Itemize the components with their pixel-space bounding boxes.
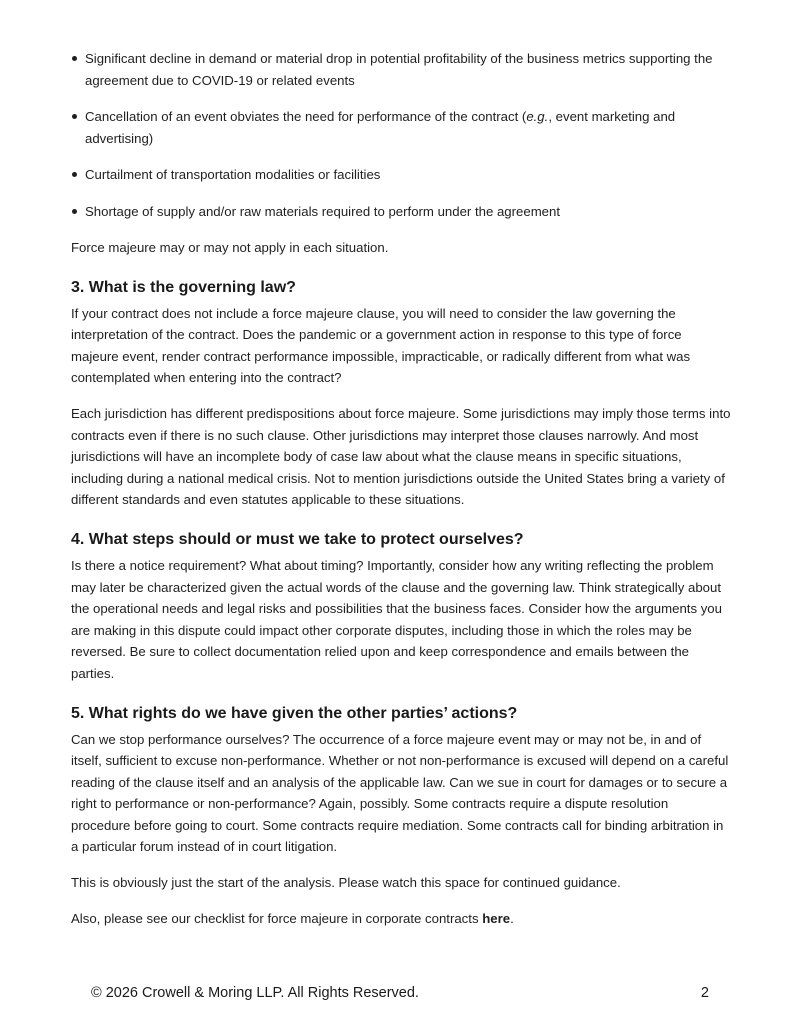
bullet-text: Significant decline in demand or material drop in potential profitability of the business metrics supporting the agreement due to COVID-19 or related events: [85, 51, 713, 88]
section-5-paragraph-1: Can we stop performance ourselves? The occurrence of a force majeure event may or may not be, in and of itself, sufficient to excuse non-performance. Whether or not non-performance is excused will depend on a careful reading of the clause itself and an analysis of the applicable law. Can we sue in court for damages or to secure a right to performance or non-performance? Again, possibly. Some contracts require a dispute resolution procedure before going to court. Some contracts require mediation. Some contracts call for binding arbitration in a particular forum instead of in court litigation.: [71, 731, 729, 855]
list-item: [85, 106, 731, 149]
bullet-text-pre: Cancellation of an event obviates the need for performance of the contract (: [85, 109, 527, 124]
checklist-here-link[interactable]: here: [482, 910, 511, 926]
document-page: [71, 48, 731, 943]
bullet-text: Curtailment of transportation modalities or facilities: [85, 167, 381, 182]
bullet-text-emphasis: e.g.: [526, 109, 549, 124]
paragraph-after-bullets: Force majeure may or may not apply in each situation.: [71, 240, 389, 255]
section-3-paragraph-2: Each jurisdiction has different predispositions about force majeure. Some jurisdictions may imply those terms into contracts even if there is no such clause. Other jurisdictions may interpret those clauses narrowly. And most jurisdictions will have an incomplete body of case law about what the clause means in specific situations, including during a national medical crisis. Not to mention jurisdictions outside the United States bring a variety of different standards and even statutes applicable to these situations.: [71, 405, 731, 508]
bullet-list: [71, 48, 731, 222]
list-item: [85, 48, 731, 91]
section-4-heading: 4. What steps should or must we take to protect ourselves?: [71, 530, 524, 548]
closing-period: .: [510, 910, 514, 926]
list-item: [85, 201, 731, 223]
footer-copyright: © 2026 Crowell & Moring LLP. All Rights Reserved.: [91, 985, 419, 1001]
closing-paragraph-2: [71, 908, 731, 930]
section-5-heading: 5. What rights do we have given the other parties’ actions?: [71, 704, 518, 722]
closing-paragraph-1: This is obviously just the start of the analysis. Please watch this space for continued guidance.: [71, 875, 621, 891]
section-4-paragraph-1: Is there a notice requirement? What about timing? Importantly, consider how any writing reflecting the problem may later be characterized given the actual words of the clause and the governing law. Think strategically about the operational needs and legal risks and possibilities that the business faces. Consider how the arguments you are making in this dispute could impact other corporate disputes, including those in which the roles may be reversed. Be sure to collect documentation relied upon and keep correspondence and emails between the parties.: [71, 557, 722, 681]
page-number: 2: [700, 985, 709, 1001]
closing-text: Also, please see our checklist for force majeure in corporate contracts: [71, 910, 483, 926]
page-footer: [91, 983, 711, 1003]
section-3-heading: 3. What is the governing law?: [71, 278, 296, 296]
bullet-text: Shortage of supply and/or raw materials required to perform under the agreement: [85, 203, 561, 219]
list-item: [85, 164, 731, 186]
bullet-text-post: , event marketing and advertising): [85, 109, 676, 146]
section-3-paragraph-1: If your contract does not include a force majeure clause, you will need to consider the law governing the interpretation of the contract. Does the pandemic or a government action in response to this type of force majeure event, render contract performance impossible, impracticable, or radically different from what was contemplated when entering into the contract?: [71, 305, 691, 386]
